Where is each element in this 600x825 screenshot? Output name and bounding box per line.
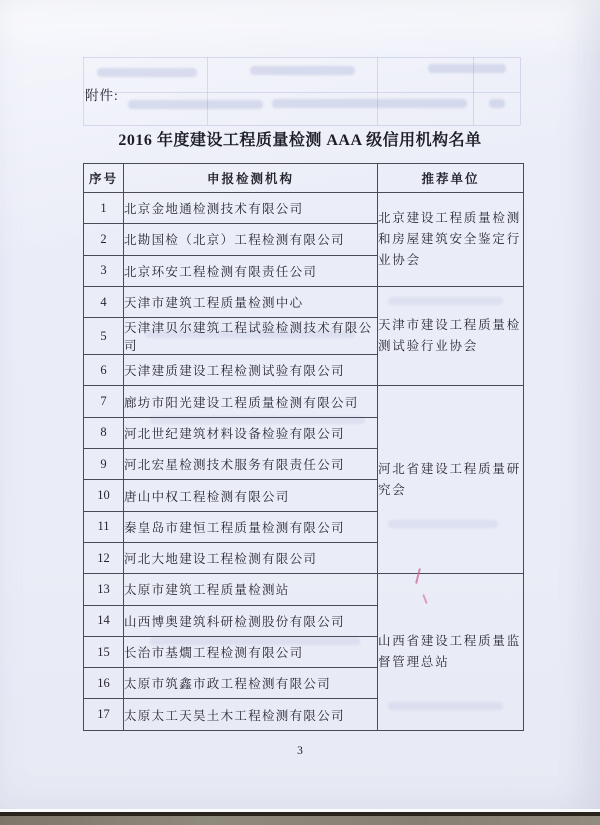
bleed-grid-line: [520, 57, 521, 125]
table-header: [84, 164, 524, 193]
institutions-table: [83, 163, 524, 731]
row-index-cell: 3: [84, 255, 124, 286]
row-index-cell: 8: [84, 417, 124, 448]
organization-cell: 北勘国检（北京）工程检测有限公司: [124, 224, 378, 255]
row-index-cell: 10: [84, 480, 124, 511]
bleed-text-trace: [272, 99, 467, 108]
bleed-grid-line: [207, 57, 208, 125]
bleed-grid-line: [83, 92, 520, 93]
row-index-cell: 17: [84, 699, 124, 730]
table-row: [84, 386, 524, 417]
organization-cell: 山西博奥建筑科研检测股份有限公司: [124, 605, 378, 636]
row-index-cell: 16: [84, 668, 124, 699]
row-index-cell: 12: [84, 542, 124, 573]
table-row: [84, 286, 524, 317]
bleed-text-trace: [250, 66, 355, 75]
row-index-cell: 7: [84, 386, 124, 417]
header-index: 序号: [84, 164, 124, 193]
bleed-grid-line: [83, 57, 84, 125]
document-title: 2016 年度建设工程质量检测 AAA 级信用机构名单: [118, 132, 482, 149]
recommender-cell: 北京建设工程质量检测和房屋建筑安全鉴定行业协会: [378, 193, 524, 287]
organization-cell: 天津建质建设工程检测试验有限公司: [124, 355, 378, 386]
table-row: [84, 574, 524, 605]
bleed-text-trace: [428, 64, 506, 73]
header-recommender: 推荐单位: [378, 164, 524, 193]
organization-cell: 河北宏星检测技术服务有限责任公司: [124, 449, 378, 480]
scan-edge-band: [0, 816, 600, 825]
row-index-cell: 5: [84, 318, 124, 355]
bleed-grid-line: [377, 57, 378, 125]
organization-cell: 河北世纪建筑材料设备检验有限公司: [124, 417, 378, 448]
bleed-text-trace: [97, 68, 197, 77]
bleed-grid-line: [83, 125, 520, 126]
table-body: [84, 193, 524, 731]
recommender-cell: 河北省建设工程质量研究会: [378, 386, 524, 574]
organization-cell: 太原市建筑工程质量检测站: [124, 574, 378, 605]
organization-cell: 太原太工天昊土木工程检测有限公司: [124, 699, 378, 730]
table-row: [84, 193, 524, 224]
organization-cell: 河北大地建设工程检测有限公司: [124, 542, 378, 573]
recommender-cell: 山西省建设工程质量监督管理总站: [378, 574, 524, 730]
bleed-text-trace: [489, 99, 505, 108]
bleed-text-trace: [128, 100, 263, 109]
organization-cell: 北京金地通检测技术有限公司: [124, 193, 378, 224]
row-index-cell: 2: [84, 224, 124, 255]
organization-cell: 天津市建筑工程质量检测中心: [124, 286, 378, 317]
row-index-cell: 13: [84, 574, 124, 605]
organization-cell: 秦皇岛市建恒工程质量检测有限公司: [124, 511, 378, 542]
row-index-cell: 15: [84, 636, 124, 667]
row-index-cell: 9: [84, 449, 124, 480]
organization-cell: 天津津贝尔建筑工程试验检测技术有限公司: [124, 318, 378, 355]
header-organization: 申报检测机构: [124, 164, 378, 193]
recommender-cell: 天津市建设工程质量检测试验行业协会: [378, 286, 524, 386]
row-index-cell: 11: [84, 511, 124, 542]
row-index-cell: 4: [84, 286, 124, 317]
organization-cell: 唐山中权工程检测有限公司: [124, 480, 378, 511]
header-row: [84, 164, 524, 193]
scan-edge-bottom: [0, 809, 600, 825]
organization-cell: 太原市筑鑫市政工程检测有限公司: [124, 668, 378, 699]
attachment-label: 附件:: [85, 88, 119, 103]
row-index-cell: 14: [84, 605, 124, 636]
organization-cell: 北京环安工程检测有限责任公司: [124, 255, 378, 286]
row-index-cell: 6: [84, 355, 124, 386]
organization-cell: 廊坊市阳光建设工程质量检测有限公司: [124, 386, 378, 417]
page-number: 3: [297, 745, 303, 757]
row-index-cell: 1: [84, 193, 124, 224]
bleed-grid-line: [83, 57, 520, 58]
organization-cell: 长治市基燗工程检测有限公司: [124, 636, 378, 667]
